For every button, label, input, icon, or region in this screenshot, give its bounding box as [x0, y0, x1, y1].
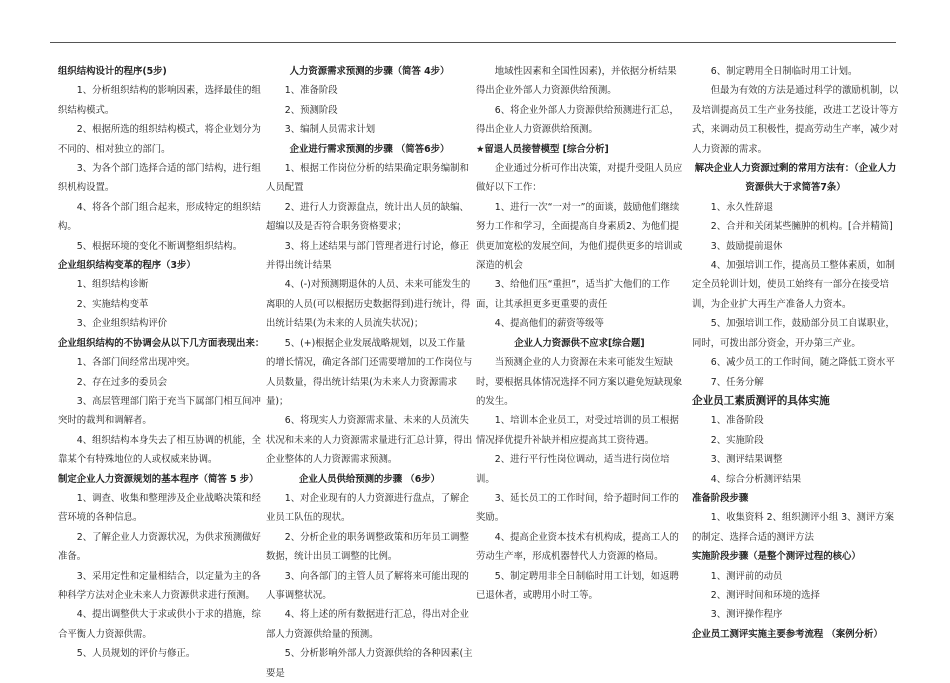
paragraph: 4、组织结构本身失去了相互协调的机能，全靠某个有特殊地位的人或权威来协调。: [58, 434, 261, 466]
section-heading: 实施阶段步骤（是整个测评过程的核心）: [692, 551, 861, 563]
paragraph: 2、预测阶段: [284, 104, 338, 116]
paragraph: 4、将上述的所有数据进行汇总，得出对企业部人力资源供给量的预测。: [266, 609, 469, 640]
paragraph: 3、为各个部门选择合适的部门结构，进行组织机构设置。: [58, 163, 261, 194]
section-heading: 企业人力资源供不应求[综合题]: [514, 337, 645, 349]
paragraph: 5、根据环境的变化不断调整组织结构。: [76, 240, 243, 252]
paragraph: 1、准备阶段: [284, 85, 338, 97]
paragraph: 5、(+)根据企业发展战略规划，以及工作量的增长情况，确定各部门还需要增加的工作岗位与人员数量，得出统计结果(为未来人力资源需求量)；: [266, 337, 473, 407]
paragraph: 4、提高他们的薪资等级等: [494, 318, 604, 330]
section-heading: 准备阶段步骤: [692, 492, 749, 504]
paragraph: 3、测评操作程序: [710, 609, 783, 621]
paragraph: 3、采用定性和定量相结合，以定量为主的各种科学方法对企业未来人力资源供求进行预测。: [58, 570, 261, 601]
paragraph: 1、对企业现有的人力资源进行盘点，了解企业员工队伍的现状。: [266, 492, 469, 524]
paragraph: 6、减少员工的工作时间，随之降低工资水平: [710, 357, 895, 369]
paragraph: 2、分析企业的职务调整政策和历年员工调整数据，统计出员工调整的比例。: [266, 531, 469, 563]
paragraph: 2、合并和关闭某些臃肿的机构。[合并精简]: [710, 221, 893, 233]
paragraph: 2、实施阶段: [710, 434, 764, 446]
paragraph: 6、制定聘用全日制临时用工计划。: [710, 66, 858, 77]
paragraph: 1、准备阶段: [710, 415, 764, 427]
paragraph: 4、(-)对预测期退休的人员、未来可能发生的离职的人员(可以根据历史数据得到)进行统计，得出统计结果(为未来的人员流失状况)；: [266, 279, 471, 330]
paragraph: 4、综合分析测评结果: [710, 473, 802, 485]
paragraph: 2、存在过多的委员会: [76, 376, 168, 388]
paragraph: 企业通过分析可作出决策，对提升受阻人员应做好以下工作：: [476, 163, 683, 194]
paragraph: 4、加强培训工作，提高员工整体素质，如制定全员轮训计划，使员工始终有一部分在接受培训，为企业扩大再生产准备人力资本。: [692, 260, 895, 310]
paragraph: 5、分析影响外部人力资源供给的各种因素(主要是: [266, 648, 473, 679]
section-heading: 制定企业人力资源规划的基本程序（简答 5 步）: [58, 473, 259, 485]
paragraph: 2、进行人力资源盘点，统计出人员的缺编、超编以及是否符合职务资格要求；: [266, 201, 469, 233]
section-heading: 企业组织结构变革的程序（3步）: [58, 260, 196, 272]
paragraph: 1、根据工作岗位分析的结果确定职务编制和人员配置: [266, 163, 469, 194]
section-heading: 企业员工测评实施主要参考流程 （案例分析）: [692, 628, 883, 640]
paragraph: 3、将上述结果与部门管理者进行讨论，修正并得出统计结果: [266, 240, 469, 272]
section-heading: 企业员工素质测评的具体实施: [692, 394, 830, 407]
paragraph: 7、任务分解: [710, 376, 764, 388]
text-column-2: [266, 62, 473, 683]
section-heading: 企业人员供给预测的步骤 （6步）: [298, 473, 441, 485]
paragraph: 3、高层管理部门陷于充当下属部门相互间冲突时的裁判和调解者。: [58, 395, 261, 427]
paragraph: 4、将各个部门组合起来，形成特定的组织结构。: [58, 201, 261, 233]
paragraph: 6、将企业外部人力资源供给预测进行汇总，得出企业人力资源供给预测。: [476, 104, 679, 136]
paragraph: 5、加强培训工作，鼓励部分员工自谋职业，同时，可拨出部分资金，开办第三产业。: [692, 318, 895, 349]
paragraph: 1、培训本企业员工，对受过培训的员工根据情况择优提升补缺并相应提高其工资待遇。: [476, 415, 679, 446]
paragraph: 3、给他们压“重担”，适当扩大他们的工作面，让其承担更多更重要的责任: [476, 279, 670, 310]
paragraph: 2、了解企业人力资源状况，为供求预测做好准备。: [58, 531, 261, 563]
text-column-3: [476, 62, 683, 605]
paragraph: 1、进行一次“一对一”的面谈，鼓励他们继续努力工作和学习，全面提高自身素质2、为他们提供更加宽松的发展空间，为他们提供更多的培训或深造的机会: [476, 201, 683, 272]
paragraph: 1、调查、收集和整理涉及企业战略决策和经营环境的各种信息。: [58, 492, 261, 524]
paragraph: 3、鼓励提前退休: [710, 240, 783, 252]
section-heading: 组织结构设计的程序(5步): [58, 66, 167, 77]
paragraph: 2、测评时间和环境的选择: [710, 589, 820, 601]
section-heading: 企业进行需求预测的步骤 （简答6步）: [289, 143, 450, 155]
paragraph: 当预测企业的人力资源在未来可能发生短缺时，要根据具体情况选择不同方案以避免短缺现象的发生。: [476, 357, 683, 407]
paragraph: 1、永久性辞退: [710, 201, 774, 213]
paragraph: 6、将现实人力资源需求量、未来的人员流失状况和未来的人力资源需求量进行汇总计算，得出企业整体的人力资源需求预测。: [266, 415, 473, 466]
paragraph: 4、提出调整供大于求或供小于求的措施，综合平衡人力资源供需。: [58, 609, 261, 640]
paragraph: 3、企业组织结构评价: [76, 318, 168, 330]
paragraph: 地域性因素和全国性因素)，并依据分析结果得出企业外部人力资源供给预测。: [476, 66, 677, 97]
paragraph: 3、测评结果调整: [710, 454, 783, 466]
paragraph: 2、进行平行性岗位调动，适当进行岗位培训。: [476, 454, 670, 485]
paragraph: 但最为有效的方法是通过科学的激励机制，以及培训提高员工生产业务技能，改进工艺设计等方式，来调动员工积极性，提高劳动生产率，减少对人力资源的需求。: [692, 85, 899, 155]
text-column-4: [692, 62, 899, 644]
paragraph: 3、延长员工的工作时间，给予超时间工作的奖励。: [476, 492, 679, 524]
section-heading: ★留退人员接替模型 [综合分析]: [476, 143, 609, 155]
paragraph: 1、各部门间经常出现冲突。: [76, 357, 196, 369]
paragraph: 2、实施结构变革: [76, 298, 149, 310]
paragraph: 4、提高企业资本技术有机构成，提高工人的劳动生产率，形成机器替代人力资源的格局。: [476, 531, 679, 563]
top-rule: [50, 42, 896, 43]
paragraph: 3、编制人员需求计划: [284, 124, 376, 136]
paragraph: 5、人员规划的评价与修正。: [76, 648, 196, 660]
paragraph: 3、向各部门的主管人员了解将来可能出现的人事调整状况。: [266, 570, 469, 601]
section-heading: 企业组织结构的不协调会从以下几方面表现出来：: [58, 337, 265, 349]
paragraph: 2、根据所选的组织结构模式，将企业划分为不同的、相对独立的部门。: [58, 124, 261, 155]
section-heading: 人力资源需求预测的步骤（简答 4步）: [289, 66, 450, 77]
paragraph: 1、分析组织结构的影响因素，选择最佳的组织结构模式。: [58, 85, 261, 116]
section-heading: 解决企业人力资源过剩的常用方法有：（企业人力资源供大于求简答7条）: [694, 163, 897, 194]
paragraph: 1、测评前的动员: [710, 570, 783, 582]
paragraph: 1、组织结构诊断: [76, 279, 149, 291]
paragraph: 1、收集资料 2、组织测评小组 3、测评方案的制定、选择合适的测评方法: [692, 512, 895, 543]
paragraph: 5、制定聘用非全日制临时用工计划，如返聘已退休者，或聘用小时工等。: [476, 570, 679, 601]
text-column-1: [58, 62, 265, 664]
